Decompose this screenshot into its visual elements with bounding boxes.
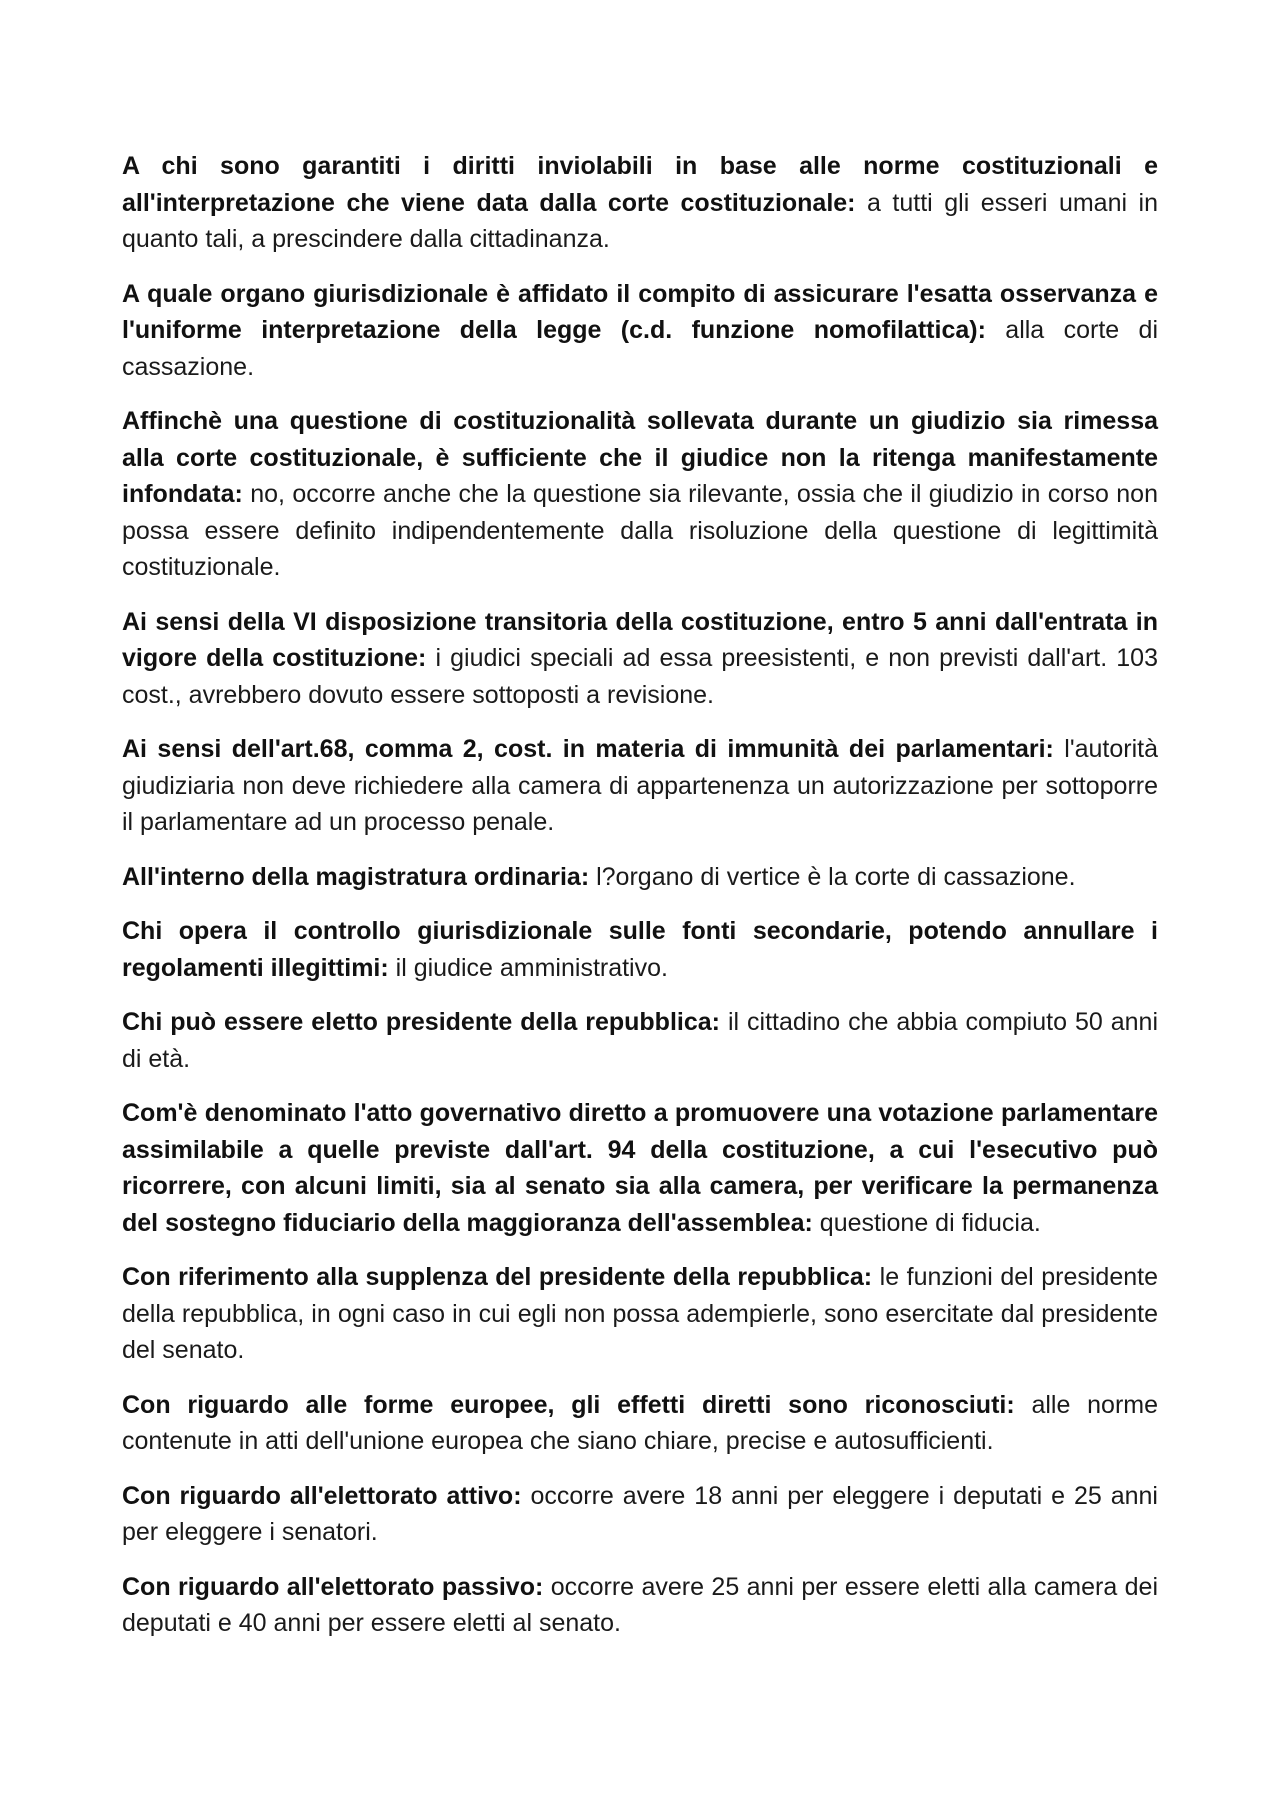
- answer-text: alle norme contenute in atti dell'unione europea che siano chiare, precise e autosufficienti.: [122, 1390, 1159, 1455]
- answer-text: a tutti gli esseri umani in quanto tali, a prescindere dalla cittadinanza.: [122, 188, 1159, 253]
- answer-text: il giudice amministrativo.: [388, 953, 668, 982]
- qa-entry: [122, 913, 1158, 986]
- answer-text: le funzioni del presidente della repubblica, in ogni caso in cui egli non possa adempierle, sono esercitate dal presidente del senato.: [122, 1263, 1158, 1364]
- answer-text: questione di fiducia.: [812, 1208, 1041, 1237]
- qa-entry: [122, 1569, 1158, 1642]
- question-text: Chi opera il controllo giurisdizionale sulle fonti secondarie, potendo annullare i regolamenti illegittimi:: [122, 917, 1158, 982]
- answer-text: occorre avere 25 anni per essere eletti alla camera dei deputati e 40 anni per essere eletti al senato.: [122, 1572, 1158, 1637]
- question-text: A chi sono garantiti i diritti inviolabili in base alle norme costituzionali e all'interpretazione che viene data dalla corte costituzionale:: [122, 152, 1158, 217]
- answer-text: i giudici speciali ad essa preesistenti, e non previsti dall'art. 103 cost., avrebbero dovuto essere sottoposti a revisione.: [122, 644, 1158, 709]
- question-text: Con riguardo alle forme europee, gli effetti diretti sono riconosciuti:: [122, 1390, 1015, 1419]
- question-text: Ai sensi della VI disposizione transitoria della costituzione, entro 5 anni dall'entrata in vigore della costituzione:: [122, 607, 1158, 672]
- qa-entry: [122, 148, 1158, 258]
- qa-entry: [122, 731, 1158, 841]
- question-text: Ai sensi dell'art.68, comma 2, cost. in materia di immunità dei parlamentari:: [122, 735, 1054, 763]
- question-text: All'interno della magistratura ordinaria:: [122, 862, 590, 891]
- question-text: Chi può essere eletto presidente della repubblica:: [122, 1008, 720, 1036]
- question-text: Con riguardo all'elettorato attivo:: [122, 1481, 522, 1510]
- answer-text: no, occorre anche che la questione sia rilevante, ossia che il giudizio in corso non possa essere definito indipendentemente dalla risoluzione della questione di legittimità costituzionale.: [122, 480, 1158, 581]
- question-text: Con riguardo all'elettorato passivo:: [122, 1572, 544, 1601]
- question-text: Com'è denominato l'atto governativo diretto a promuovere una votazione parlamentare assimilabile a quelle previste dall'art. 94 della costituzione, a cui l'esecutivo può ricorrere, con alcuni limiti, sia al senato sia alla camera, per verificare la permanenza del sostegno fiduciario della maggioranza dell'assemblea:: [122, 1099, 1158, 1237]
- qa-entry: [122, 1095, 1158, 1241]
- answer-text: l'autorità giudiziaria non deve richiedere alla camera di appartenenza un autorizzazione per sottoporre il parlamentare ad un processo penale.: [122, 735, 1158, 836]
- qa-entry: [122, 859, 1158, 896]
- question-text: A quale organo giurisdizionale è affidato il compito di assicurare l'esatta osservanza e l'uniforme interpretazione della legge (c.d. funzione nomofilattica):: [122, 279, 1158, 344]
- qa-entry: [122, 1478, 1158, 1551]
- qa-entry: [122, 1387, 1158, 1460]
- answer-text: alla corte di cassazione.: [122, 316, 1158, 381]
- qa-entry: [122, 403, 1158, 586]
- answer-text: l?organo di vertice è la corte di cassazione.: [589, 862, 1076, 891]
- qa-entry: [122, 276, 1158, 386]
- qa-entry: [122, 604, 1158, 714]
- question-text: Con riferimento alla supplenza del presidente della repubblica:: [122, 1263, 873, 1291]
- qa-entry: [122, 1004, 1158, 1077]
- answer-text: occorre avere 18 anni per eleggere i deputati e 25 anni per eleggere i senatori.: [122, 1481, 1158, 1546]
- document-page: [122, 148, 1158, 1660]
- answer-text: il cittadino che abbia compiuto 50 anni di età.: [122, 1008, 1158, 1073]
- question-text: Affinchè una questione di costituzionalità sollevata durante un giudizio sia rimessa alla corte costituzionale, è sufficiente che il giudice non la ritenga manifestamente infondata:: [122, 407, 1158, 508]
- qa-entry: [122, 1259, 1158, 1369]
